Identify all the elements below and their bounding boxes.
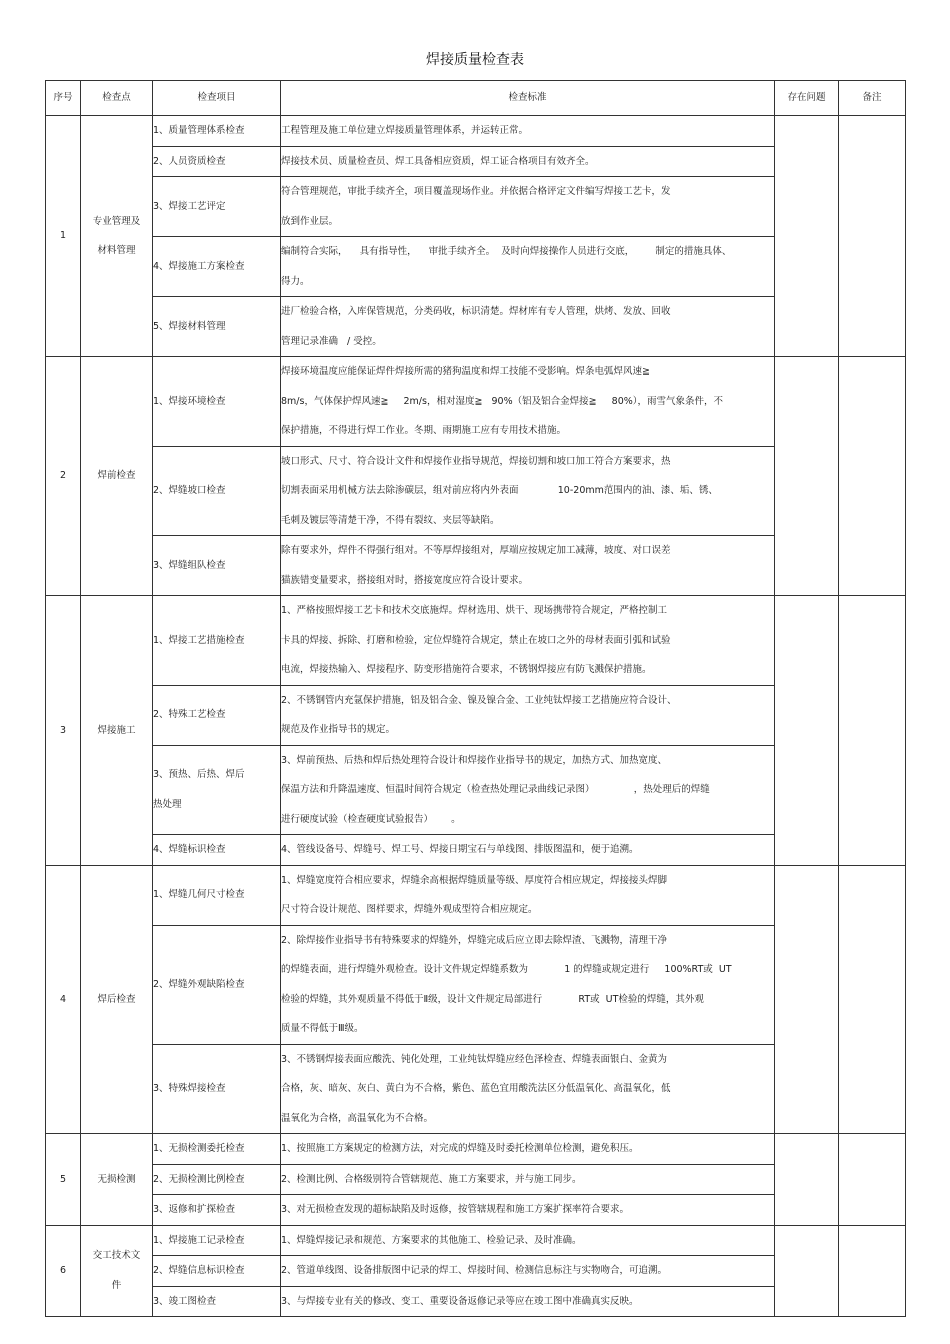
- table-row: [46, 116, 906, 147]
- check-standard-cell: [281, 925, 775, 1044]
- check-standard-cell: [281, 1164, 775, 1195]
- check-standard-cell: [281, 596, 775, 686]
- check-item-text: 5、焊接材料管理: [153, 320, 226, 332]
- check-standard-text: 8m/s，气体保护焊风速≧ 2m/s，相对湿度≧ 90%（铝及铝合金焊接≧ 80%），雨雪气象条件，不: [281, 395, 724, 407]
- check-standard-cell: [281, 1286, 775, 1317]
- check-item-text: 3、特殊焊接检查: [153, 1083, 226, 1094]
- check-item-text: 4、焊接施工方案检查: [153, 260, 245, 272]
- check-standard-text: 3、对无损检查发现的超标缺陷及时返修，按管辖规程和施工方案扩探率符合要求。: [281, 1204, 630, 1215]
- check-point-text: 无损检测: [97, 1173, 136, 1185]
- check-item-text: 3、焊缝组队检查: [153, 559, 226, 571]
- check-item-cell: [153, 1044, 281, 1134]
- check-standard-cell: [281, 536, 775, 596]
- check-standard-text: 2、除焊接作业指导书有特殊要求的焊缝外，焊缝完成后应立即去除焊渣、飞溅物，清理干净: [281, 934, 668, 946]
- section-number: 4: [46, 865, 81, 1134]
- check-standard-cell: [281, 745, 775, 835]
- check-point-cell: [81, 596, 153, 866]
- check-standard-text: 进厂检验合格，入库保管规范，分类码收，标识清楚。焊材库有专人管理，烘烤、发放、回收: [281, 306, 671, 317]
- check-standard-text: 除有要求外，焊件不得强行组对。不等厚焊接组对，厚端应按规定加工减薄，坡度、对口误差: [281, 545, 671, 556]
- check-standard-text: 1、焊缝宽度符合相应要求，焊缝余高根据焊缝质量等级、厚度符合相应规定，焊接接头焊脚: [281, 874, 668, 886]
- check-standard-text: 2、不锈钢管内充氩保护措施，铝及铝合金、镍及镍合金、工业纯钛焊接工艺措施应符合设计、: [281, 694, 677, 706]
- check-item-text: 1、焊缝几何尺寸检查: [153, 889, 245, 901]
- check-item-text: 3、预热、后热、焊后: [153, 769, 245, 781]
- check-item-cell: [153, 745, 281, 835]
- check-item-text: 1、无损检测委托检查: [153, 1143, 245, 1154]
- section-number: 2: [46, 357, 81, 596]
- check-item-text: 3、竣工图检查: [153, 1295, 217, 1307]
- table-row: [46, 1134, 906, 1165]
- check-standard-cell: [281, 297, 775, 357]
- check-item-cell: [153, 357, 281, 447]
- check-item-text: 4、焊缝标识检查: [153, 844, 226, 855]
- check-standard-text: 规范及作业指导书的规定。: [281, 724, 396, 735]
- check-standard-text: 尺寸符合设计规范、图样要求，焊缝外观成型符合相应规定。: [281, 904, 538, 915]
- check-item-cell: [153, 536, 281, 596]
- note-cell[interactable]: [839, 1225, 906, 1317]
- check-standard-text: 卡具的焊接、拆除、打磨和检验，定位焊缝符合规定，禁止在坡口之外的母材表面引弧和试验: [281, 634, 671, 646]
- check-item-cell: [153, 146, 281, 177]
- section-number: 6: [46, 1225, 81, 1317]
- check-standard-cell: [281, 446, 775, 536]
- check-item-text: 1、焊接环境检查: [153, 395, 226, 407]
- check-point-text: 焊前检查: [97, 470, 136, 482]
- page-title: 焊接质量检查表: [426, 52, 524, 68]
- check-item-cell: [153, 596, 281, 686]
- check-item-cell: [153, 685, 281, 745]
- check-standard-cell: [281, 177, 775, 237]
- check-item-cell: [153, 865, 281, 925]
- header-point: 检查点: [81, 81, 153, 116]
- check-standard-cell: [281, 116, 775, 147]
- header-issue: 存在问题: [775, 81, 839, 116]
- table-row: [46, 596, 906, 686]
- check-standard-cell: [281, 835, 775, 866]
- check-standard-text: 切割表面采用机械方法去除渗碳层，组对前应将内外表面 10-20mm范围内的油、漆、垢、锈、: [281, 485, 718, 496]
- note-cell[interactable]: [839, 116, 906, 357]
- check-standard-text: 1、焊缝焊接记录和规范、方案要求的其他施工、检验记录、及时准确。: [281, 1234, 582, 1246]
- note-cell[interactable]: [839, 357, 906, 596]
- check-standard-cell: [281, 1195, 775, 1226]
- header-item: 检查项目: [153, 81, 281, 116]
- check-item-text: 2、焊缝坡口检查: [153, 485, 226, 496]
- check-item-text: 3、返修和扩探检查: [153, 1204, 236, 1215]
- check-standard-text: 管理记录准确 / 受控。: [281, 335, 382, 347]
- check-standard-text: 保护措施，不得进行焊工作业。冬期、雨期施工应有专用技术措施。: [281, 425, 567, 436]
- check-point-cell: [81, 865, 153, 1134]
- table-row: [46, 865, 906, 925]
- check-standard-text: 毛刺及镀层等清楚干净，不得有裂纹、夹层等缺陷。: [281, 514, 500, 526]
- check-standard-text: 质量不得低于Ⅲ级。: [281, 1023, 364, 1034]
- check-point-cell: [81, 1134, 153, 1226]
- check-item-cell: [153, 177, 281, 237]
- check-standard-text: 猫族错变量要求，搭接组对时，搭接宽度应符合设计要求。: [281, 574, 529, 586]
- check-standard-text: 合格，灰、暗灰、灰白、黄白为不合格，紫色、蓝色宜用酸洗法区分低温氧化、高温氧化，低: [281, 1083, 671, 1094]
- check-item-text: 2、无损检测比例检查: [153, 1173, 245, 1185]
- check-item-cell: [153, 297, 281, 357]
- check-standard-text: 4、管线设备号、焊缝号、焊工号、焊接日期宝石与单线图、排版图温和，便于追溯。: [281, 844, 639, 855]
- check-item-text: 2、特殊工艺检查: [153, 709, 226, 721]
- check-standard-text: 3、焊前预热、后热和焊后热处理符合设计和焊接作业指导书的规定，加热方式、加热宽度、: [281, 754, 668, 766]
- check-standard-cell: [281, 237, 775, 297]
- issue-cell[interactable]: [775, 357, 839, 596]
- check-item-text: 1、质量管理体系检查: [153, 125, 245, 136]
- header-seq: 序号: [46, 81, 81, 116]
- check-item-cell: [153, 1256, 281, 1287]
- check-standard-text: 放到作业层。: [281, 215, 339, 227]
- check-standard-text: 2、检测比例、合格级别符合管辖规范、施工方案要求，并与施工同步。: [281, 1173, 582, 1185]
- check-item-text: 2、焊缝外观缺陷检查: [153, 978, 245, 990]
- check-standard-text: 1、按照施工方案规定的检测方法，对完成的焊缝及时委托检测单位检测，避免积压。: [281, 1143, 639, 1154]
- table-row: [46, 1225, 906, 1256]
- header-note: 备注: [839, 81, 906, 116]
- issue-cell[interactable]: [775, 1134, 839, 1226]
- check-item-text: 1、焊接工艺措施检查: [153, 634, 245, 646]
- check-item-cell: [153, 835, 281, 866]
- check-point-text: 交工技术文: [92, 1250, 141, 1262]
- check-item-cell: [153, 1134, 281, 1165]
- check-standard-text: 得力。: [281, 275, 310, 287]
- check-point-cell: [81, 357, 153, 596]
- issue-cell[interactable]: [775, 596, 839, 866]
- check-item-cell: [153, 925, 281, 1044]
- check-standard-text: 电流，焊接热输入、焊接程序、防变形措施符合要求，不锈钢焊接应有防飞溅保护措施。: [281, 664, 652, 675]
- check-point-text: 焊接施工: [97, 724, 136, 736]
- check-standard-text: 符合管理规范，审批手续齐全，项目覆盖现场作业。并依据合格评定文件编写焊接工艺卡，发: [281, 186, 671, 197]
- note-cell[interactable]: [839, 596, 906, 866]
- check-standard-text: 温氧化为合格，高温氧化为不合格。: [281, 1112, 434, 1124]
- check-standard-text: 1、严格按照焊接工艺卡和技术交底施焊。焊材选用、烘干、现场携带符合规定，严格控制工: [281, 605, 668, 616]
- check-standard-text: 工程管理及施工单位建立焊接质量管理体系，并运转正常。: [281, 125, 529, 136]
- check-item-text: 3、焊接工艺评定: [153, 200, 226, 212]
- check-point-cell: [81, 1225, 153, 1317]
- check-point-text: 焊后检查: [97, 993, 136, 1005]
- table-row: [46, 357, 906, 447]
- check-standard-cell: [281, 1134, 775, 1165]
- check-standard-cell: [281, 1256, 775, 1287]
- check-standard-cell: [281, 865, 775, 925]
- check-item-text: 2、人员资质检查: [153, 155, 226, 167]
- check-item-cell: [153, 1225, 281, 1256]
- check-standard-text: 检验的焊缝，其外观质量不得低于Ⅱ级，设计文件规定局部进行 RT或 UT检验的焊缝，其外观: [281, 993, 704, 1005]
- header-standard: 检查标准: [281, 81, 775, 116]
- section-number: 3: [46, 596, 81, 866]
- check-standard-cell: [281, 1225, 775, 1256]
- check-standard-cell: [281, 357, 775, 447]
- issue-cell[interactable]: [775, 116, 839, 357]
- check-standard-cell: [281, 1044, 775, 1134]
- check-item-cell: [153, 1164, 281, 1195]
- inspection-table: [45, 80, 906, 1317]
- check-item-text: 1、焊接施工记录检查: [153, 1234, 245, 1246]
- check-standard-text: 坡口形式、尺寸、符合设计文件和焊接作业指导规范，焊接切割和坡口加工符合方案要求，热: [281, 455, 671, 467]
- check-item-cell: [153, 446, 281, 536]
- check-standard-text: 3、不锈钢焊接表面应酸洗、钝化处理，工业纯钛焊缝应经色泽检查、焊缝表面银白、金黄为: [281, 1053, 668, 1065]
- note-cell[interactable]: [839, 865, 906, 1134]
- check-standard-text: 焊接技术员、质量检查员、焊工具备相应资质，焊工证合格项目有效齐全。: [281, 155, 595, 167]
- check-standard-text: 进行硬度试验（检查硬度试验报告） 。: [281, 813, 461, 825]
- check-item-cell: [153, 1286, 281, 1317]
- check-standard-cell: [281, 146, 775, 177]
- check-standard-text: 焊接环境温度应能保证焊件焊接所需的猪狗温度和焊工技能不受影响。焊条电弧焊风速≧: [281, 366, 650, 377]
- check-point-text: 专业管理及: [92, 215, 141, 227]
- note-cell[interactable]: [839, 1134, 906, 1226]
- table-body: [46, 116, 906, 1317]
- check-item-cell: [153, 237, 281, 297]
- check-standard-cell: [281, 685, 775, 745]
- section-number: 5: [46, 1134, 81, 1226]
- check-item-cell: [153, 116, 281, 147]
- check-point-text: 件: [111, 1279, 122, 1291]
- check-point-cell: [81, 116, 153, 357]
- check-item-text: 2、焊缝信息标识检查: [153, 1265, 245, 1276]
- check-standard-text: 编制符合实际， 具有指导性， 审批手续齐全。 及时向焊接操作人员进行交底， 制定的措施具体、: [281, 246, 732, 257]
- check-point-text: 材料管理: [97, 245, 136, 256]
- issue-cell[interactable]: [775, 865, 839, 1134]
- check-standard-text: 保温方法和升降温速度、恒温时间符合规定（检查热处理记录曲线记录图） ，热处理后的焊缝: [281, 784, 710, 795]
- check-item-cell: [153, 1195, 281, 1226]
- check-standard-text: 的焊缝表面，进行焊缝外观检查。设计文件规定焊缝系数为 1 的焊缝或规定进行 100%RT或 UT: [281, 964, 732, 975]
- header-row: [46, 81, 906, 116]
- section-number: 1: [46, 116, 81, 357]
- check-standard-text: 2、管道单线图、设备排版图中记录的焊工、焊接时间、检测信息标注与实物吻合，可追溯。: [281, 1265, 668, 1276]
- check-item-text: 热处理: [153, 798, 182, 810]
- issue-cell[interactable]: [775, 1225, 839, 1317]
- check-standard-text: 3、与焊接专业有关的修改、变工、重要设备返修记录等应在竣工图中准确真实反映。: [281, 1295, 639, 1307]
